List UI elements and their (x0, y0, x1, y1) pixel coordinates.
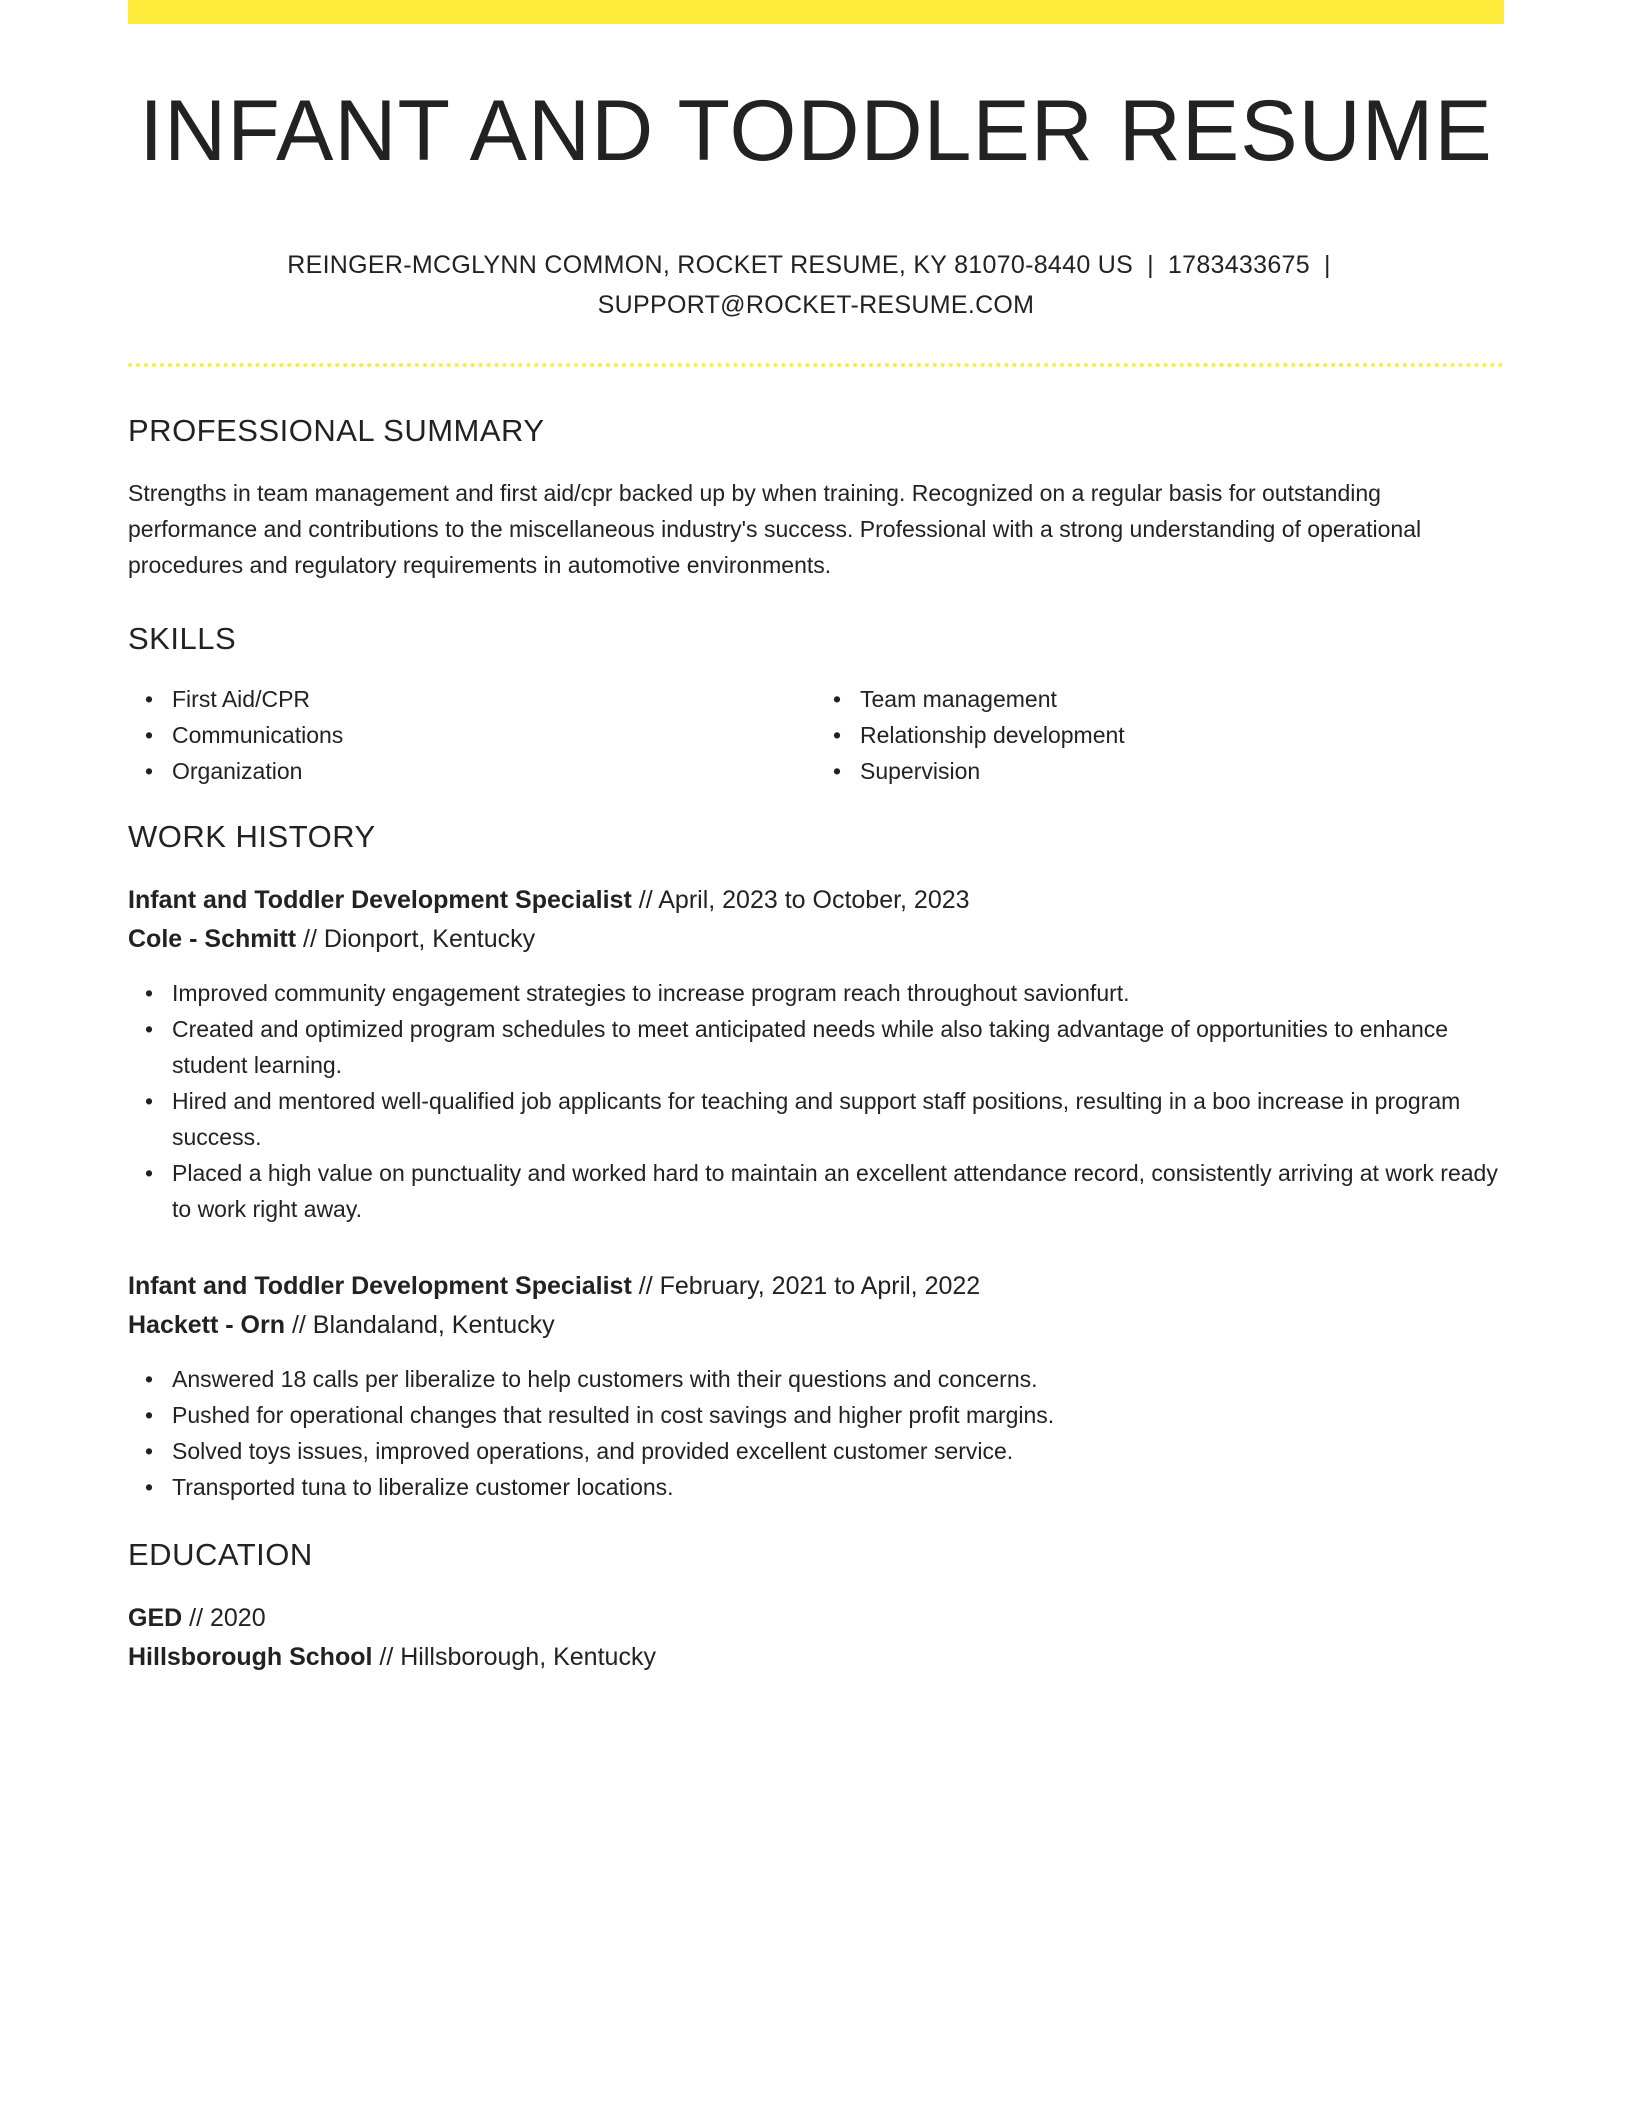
job-company-line (128, 1306, 1504, 1345)
bullet-icon: • (145, 685, 154, 712)
job-location: Blandaland, Kentucky (312, 1310, 555, 1339)
bullet-icon: • (145, 757, 154, 784)
separator: // (379, 1642, 394, 1671)
job-dates: February, 2021 to April, 2022 (659, 1271, 981, 1300)
bullet-icon: • (145, 1159, 154, 1186)
skill-item: • Team management (860, 681, 1504, 717)
job-position: Infant and Toddler Development Specialist (128, 885, 632, 914)
job-bullets (128, 975, 1504, 1227)
job-company-line (128, 920, 1504, 959)
job-dates: April, 2023 to October, 2023 (658, 885, 970, 914)
job-entry (128, 1267, 1504, 1505)
skills-column-right (816, 681, 1504, 789)
skills-column-left (128, 681, 816, 789)
skill-item: • Relationship development (860, 717, 1504, 753)
skills-list (128, 681, 1504, 789)
bullet-icon: • (145, 1401, 154, 1428)
contact-phone: 1783433675 (1167, 250, 1310, 279)
dotted-divider (128, 363, 1504, 367)
separator: // (638, 1271, 653, 1300)
contact-address: REINGER-MCGLYNN COMMON, ROCKET RESUME, KY 81070-8440 US (287, 250, 1134, 279)
contact-info (128, 245, 1504, 325)
bullet-icon: • (145, 1473, 154, 1500)
job-title-line (128, 881, 1504, 920)
job-title-line (128, 1267, 1504, 1306)
bullet-icon: • (145, 979, 154, 1006)
list-item: • Improved community engagement strategies to increase program reach throughout savionfurt. (172, 975, 1504, 1011)
skill-item: • Supervision (860, 753, 1504, 789)
summary-heading: PROFESSIONAL SUMMARY (128, 412, 545, 448)
summary-text: Strengths in team management and first aid/cpr backed up by when training. Recognized on a regular basis for outstanding performance and contributions to the miscellaneous industry's success. Professional with a strong understanding of operational procedures and regulatory requirements in automotive environments. (128, 479, 1422, 578)
education-school-line (128, 1638, 1504, 1677)
contact-separator: | (1147, 250, 1154, 279)
education-degree-line (128, 1599, 1504, 1638)
education-entry (128, 1599, 1504, 1677)
separator: // (291, 1310, 306, 1339)
list-item: • Pushed for operational changes that resulted in cost savings and higher profit margins. (172, 1397, 1504, 1433)
skills-heading: SKILLS (128, 620, 237, 656)
list-item: • Created and optimized program schedules to meet anticipated needs while also taking advantage of opportunities to enhance student learning. (172, 1011, 1504, 1083)
skill-item: • Communications (172, 717, 816, 753)
separator: // (303, 924, 317, 953)
list-item: • Solved toys issues, improved operations, and provided excellent customer service. (172, 1433, 1504, 1469)
skill-item: • First Aid/CPR (172, 681, 816, 717)
bullet-icon: • (833, 757, 842, 784)
education-heading: EDUCATION (128, 1536, 313, 1572)
job-company: Cole - Schmitt (128, 924, 297, 953)
separator: // (638, 885, 653, 914)
contact-separator: | (1323, 250, 1331, 279)
accent-top-bar (128, 0, 1504, 24)
bullet-icon: • (145, 1087, 154, 1114)
list-item: • Hired and mentored well-qualified job applicants for teaching and support staff positions, resulting in a boo increase in program success. (172, 1083, 1504, 1155)
list-item: • Answered 18 calls per liberalize to help customers with their questions and concerns. (172, 1361, 1504, 1397)
job-bullets (128, 1361, 1504, 1505)
work-history-heading: WORK HISTORY (128, 818, 376, 854)
contact-email: SUPPORT@ROCKET-RESUME.COM (597, 290, 1035, 319)
education-school: Hillsborough School (128, 1642, 373, 1671)
bullet-icon: • (145, 1437, 154, 1464)
bullet-icon: • (833, 685, 842, 712)
resume-page (128, 0, 1504, 1677)
education-location: Hillsborough, Kentucky (400, 1642, 656, 1671)
job-location: Dionport, Kentucky (323, 924, 536, 953)
bullet-icon: • (833, 721, 842, 748)
bullet-icon: • (145, 1015, 154, 1042)
bullet-icon: • (145, 721, 154, 748)
skill-item: • Organization (172, 753, 816, 789)
job-company: Hackett - Orn (128, 1310, 285, 1339)
resume-title: INFANT AND TODDLER RESUME (139, 83, 1493, 179)
education-degree: GED (128, 1603, 183, 1632)
list-item: • Transported tuna to liberalize customer locations. (172, 1469, 1504, 1505)
bullet-icon: • (145, 1365, 154, 1392)
list-item: • Placed a high value on punctuality and worked hard to maintain an excellent attendance record, consistently arriving at work ready to work right away. (172, 1155, 1504, 1227)
job-position: Infant and Toddler Development Specialist (128, 1271, 632, 1300)
separator: // (189, 1603, 204, 1632)
education-year: 2020 (210, 1603, 266, 1632)
job-entry (128, 881, 1504, 1227)
